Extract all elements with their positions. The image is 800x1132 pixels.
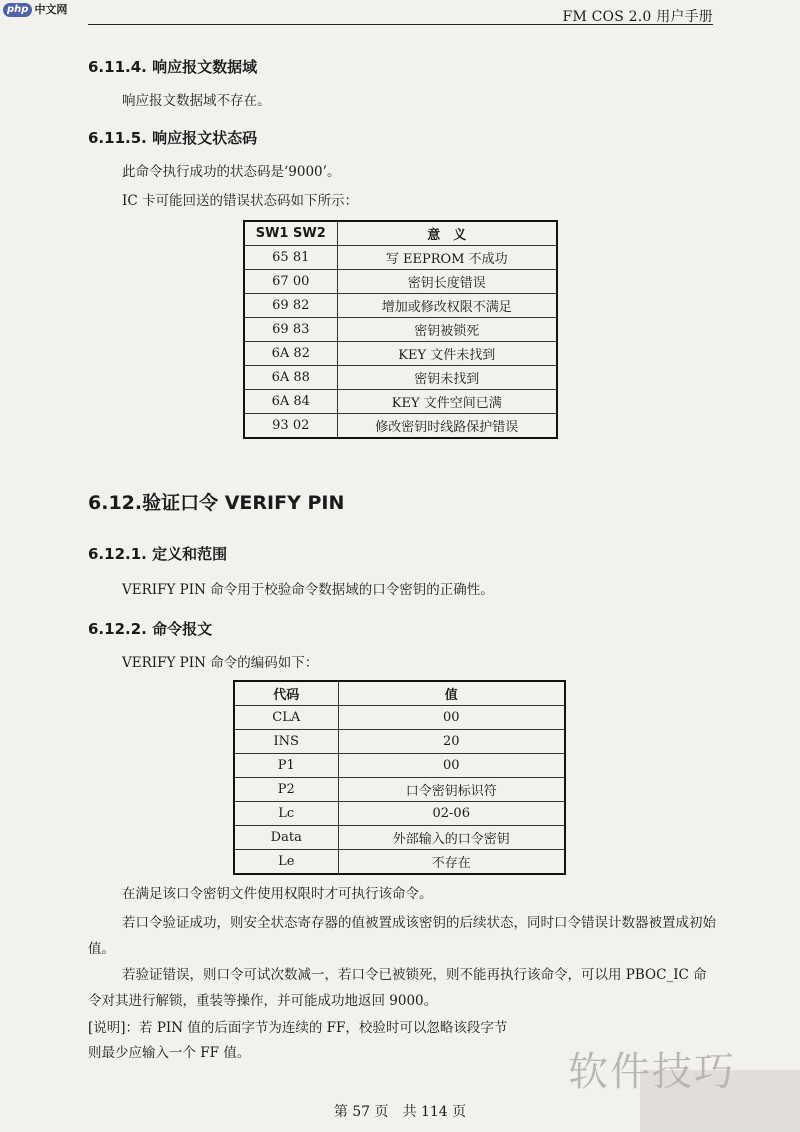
table-row bbox=[244, 246, 557, 270]
cell-meaning: 密钥被锁死 bbox=[337, 318, 557, 342]
cell-code: 6A 88 bbox=[244, 366, 337, 390]
heading-6-12-2: 6.12.2. 命令报文 bbox=[88, 620, 213, 638]
cell-code: P2 bbox=[234, 778, 338, 802]
cell-code: 69 82 bbox=[244, 294, 337, 318]
cell-code: Le bbox=[234, 850, 338, 875]
cell-meaning: 增加或修改权限不满足 bbox=[337, 294, 557, 318]
table-row bbox=[234, 802, 565, 826]
cell-code: 69 83 bbox=[244, 318, 337, 342]
cell-code: 6A 84 bbox=[244, 390, 337, 414]
watermark-text: 软件技巧 bbox=[568, 1049, 736, 1095]
table-row bbox=[234, 754, 565, 778]
table-row bbox=[244, 414, 557, 439]
cell-code: 93 02 bbox=[244, 414, 337, 439]
cell-meaning: 密钥长度错误 bbox=[337, 270, 557, 294]
col-header-code: 代码 bbox=[234, 681, 338, 706]
text-status-errors: IC 卡可能回送的错误状态码如下所示： bbox=[122, 193, 358, 209]
cell-value: 外部输入的口令密钥 bbox=[338, 826, 565, 850]
cell-meaning: 修改密钥时线路保护错误 bbox=[337, 414, 557, 439]
heading-6-11-5: 6.11.5. 响应报文状态码 bbox=[88, 129, 258, 147]
table-row bbox=[244, 366, 557, 390]
cell-code: Data bbox=[234, 826, 338, 850]
table-row bbox=[234, 730, 565, 754]
table-row bbox=[234, 850, 565, 875]
page-header bbox=[88, 6, 713, 25]
cell-meaning: KEY 文件空间已满 bbox=[337, 390, 557, 414]
cell-meaning: KEY 文件未找到 bbox=[337, 342, 557, 366]
text-verify-success: 若口令验证成功，则安全状态寄存器的值被置成该密钥的后续状态，同时口令错误计数器被置成初始值。 bbox=[88, 915, 716, 957]
table-row bbox=[244, 294, 557, 318]
page-footer: 第 57 页 共 114 页 bbox=[333, 1104, 467, 1120]
cell-value: 00 bbox=[338, 706, 565, 730]
col-header-sw: SW1 SW2 bbox=[244, 221, 337, 246]
table-header-row bbox=[244, 221, 557, 246]
heading-6-12-1: 6.12.1. 定义和范围 bbox=[88, 545, 228, 563]
cell-value: 00 bbox=[338, 754, 565, 778]
cell-meaning: 写 EEPROM 不成功 bbox=[337, 246, 557, 270]
command-encoding-table bbox=[233, 680, 566, 875]
text-permission: 在满足该口令密钥文件使用权限时才可执行该命令。 bbox=[122, 886, 433, 902]
table-row bbox=[244, 342, 557, 366]
cell-value: 口令密钥标识符 bbox=[338, 778, 565, 802]
heading-6-11-4: 6.11.4. 响应报文数据域 bbox=[88, 58, 258, 76]
col-header-value: 值 bbox=[338, 681, 565, 706]
note-line-1: [说明]：若 PIN 值的后面字节为连续的 FF，校验时可以忽略该段字节 bbox=[88, 1020, 508, 1036]
cell-meaning: 密钥未找到 bbox=[337, 366, 557, 390]
cell-code: 67 00 bbox=[244, 270, 337, 294]
cell-code: 65 81 bbox=[244, 246, 337, 270]
text-encoding-intro: VERIFY PIN 命令的编码如下： bbox=[122, 655, 319, 671]
table-row bbox=[244, 270, 557, 294]
cell-value: 20 bbox=[338, 730, 565, 754]
cell-value: 02-06 bbox=[338, 802, 565, 826]
cell-code: CLA bbox=[234, 706, 338, 730]
table-header-row bbox=[234, 681, 565, 706]
header-title: FM COS 2.0 用户手册 bbox=[562, 9, 713, 25]
heading-6-12: 6.12.验证口令 VERIFY PIN bbox=[88, 492, 345, 514]
text-6-11-4: 响应报文数据域不存在。 bbox=[122, 93, 271, 109]
php-logo: php bbox=[3, 3, 32, 17]
note-line-2: 则最少应输入一个 FF 值。 bbox=[88, 1045, 251, 1061]
col-header-meaning: 意 义 bbox=[337, 221, 557, 246]
text-verify-error: 若验证错误，则口令可试次数减一，若口令已被锁死，则不能再执行该命令，可以用 PBOC_IC 命令对其进行解锁，重装等操作，并可能成功地返回 9000。 bbox=[88, 967, 707, 1009]
cell-code: P1 bbox=[234, 754, 338, 778]
site-name: 中文网 bbox=[34, 3, 68, 16]
cell-code: 6A 82 bbox=[244, 342, 337, 366]
table-row bbox=[234, 778, 565, 802]
table-row bbox=[244, 390, 557, 414]
text-6-12-1: VERIFY PIN 命令用于校验命令数据域的口令密钥的正确性。 bbox=[122, 582, 494, 598]
status-code-table bbox=[243, 220, 558, 439]
cell-code: INS bbox=[234, 730, 338, 754]
table-row bbox=[244, 318, 557, 342]
text-status-success: 此命令执行成功的状态码是‘9000’。 bbox=[122, 164, 341, 180]
watermark-logo bbox=[3, 3, 67, 17]
table-row bbox=[234, 706, 565, 730]
cell-value: 不存在 bbox=[338, 850, 565, 875]
table-row bbox=[234, 826, 565, 850]
cell-code: Lc bbox=[234, 802, 338, 826]
